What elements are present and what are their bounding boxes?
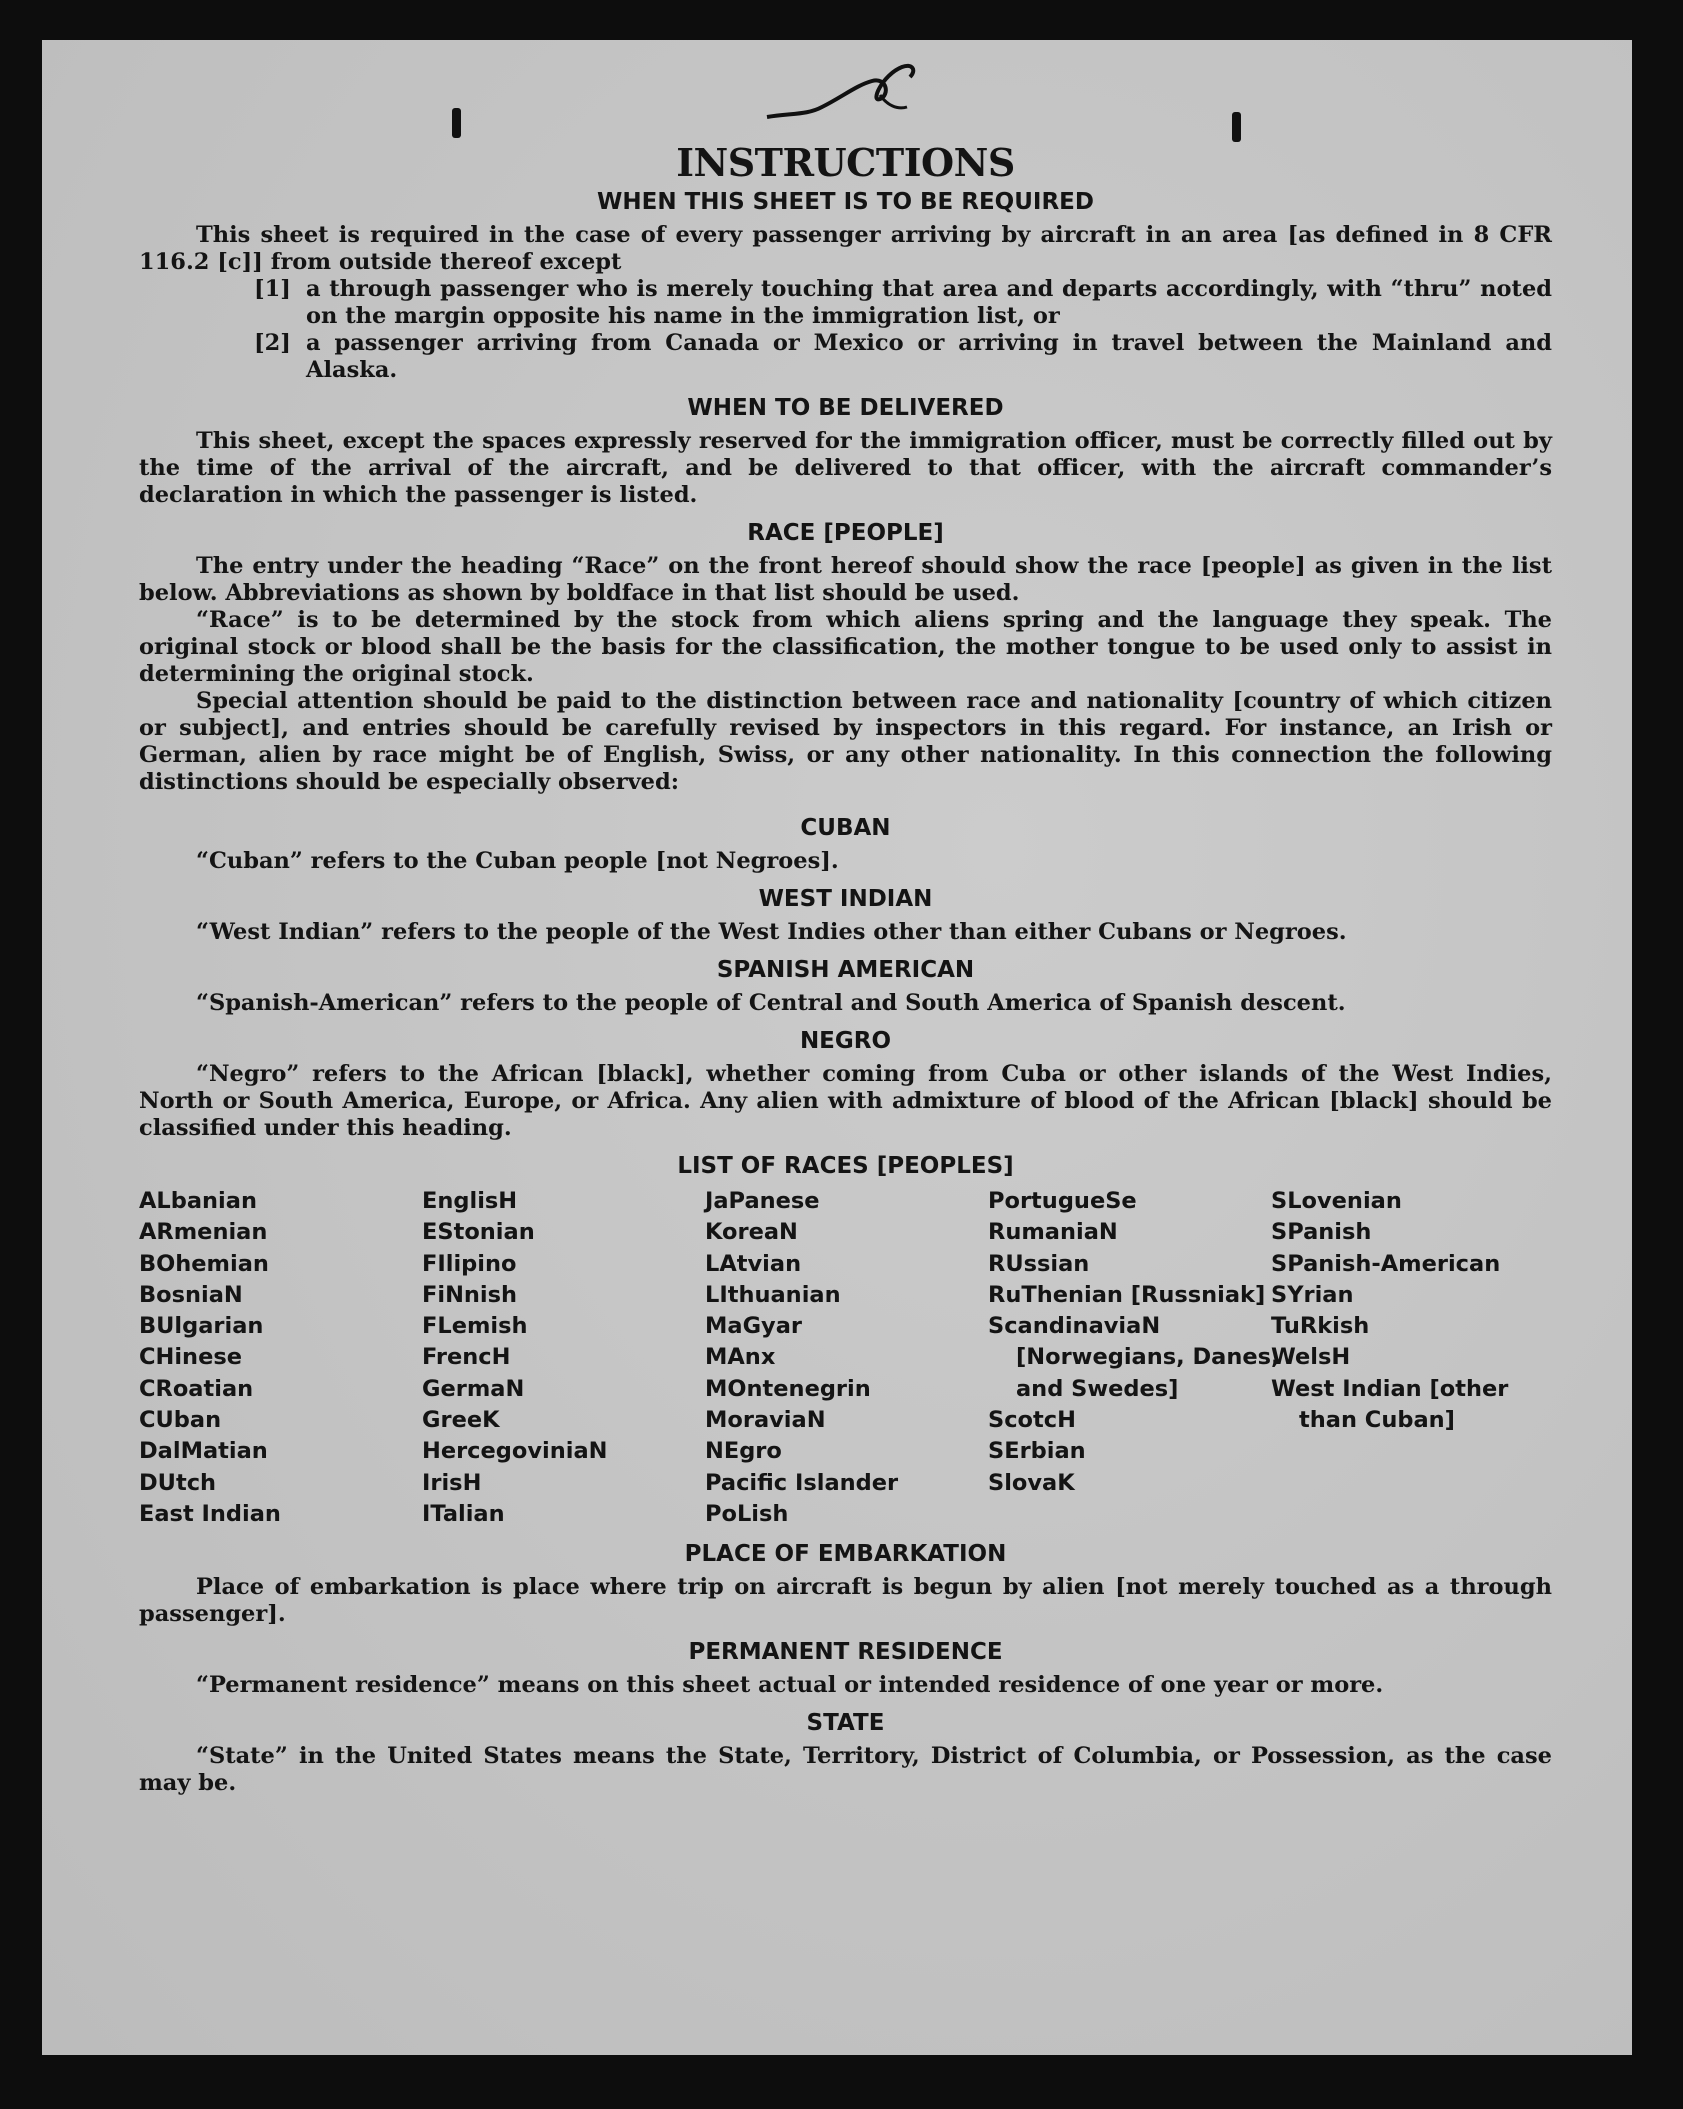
heading-when-delivered: WHEN TO BE DELIVERED [687,395,1004,421]
race-entry: CHinese [139,1344,242,1371]
race-entry: Pacific Islander [705,1469,899,1496]
race-entry: PortugueSe [988,1188,1137,1214]
races-column [1271,1186,1554,1530]
instructions-content [139,140,1552,1797]
spanish-american-text: “Spanish-American” refers to the people of Central and South America of Spanish descent. [196,990,1346,1016]
race-entry: MoraviaN [705,1407,826,1434]
required-intro: This sheet is required in the case of every passenger arriving by aircraft in an area [as defined in 8 CFR 116.2 [c]] from outside thereof except [139,222,1552,275]
races-column [705,1186,988,1530]
heading-embarkation: PLACE OF EMBARKATION [684,1541,1007,1568]
section-spanish-american [139,956,1552,1017]
exception-number: [1] [254,276,291,302]
residence-text: “Permanent residence” means on this sheet actual or intended residence of one year or more. [196,1672,1384,1699]
race-entry: DUtch [139,1469,217,1496]
punch-hole-left [452,108,461,138]
exception-text: a through passenger who is merely touching that area and departs accordingly, with “thru” noted on the margin opposite his name in the immigration list, or [306,276,1552,329]
race-entry: SYrian [1271,1281,1354,1308]
race-entry: BOhemian [139,1250,269,1277]
race-entry: FiNnish [422,1281,518,1308]
section-west-indian [139,885,1552,946]
race-entry: SErbian [988,1438,1086,1465]
embarkation-text: Place of embarkation is place where trip on aircraft is begun by alien [not merely touched as a through passenger]. [139,1574,1552,1628]
race-entry: MOntenegrin [705,1375,871,1402]
race-entry: ITalian [422,1500,505,1527]
race-entry: RuThenian [Russniak] [988,1281,1266,1308]
race-paragraph-2: “Race” is to be determined by the stock from which aliens spring and the language they speak. The original stock or blood shall be the basis for the classification, the mother tongue to be used only to assist in determining the original stock. [139,607,1552,687]
race-entry: SPanish [1271,1219,1372,1246]
race-entry: RUssian [988,1250,1090,1277]
heading-races-list: LIST OF RACES [PEOPLES] [677,1153,1014,1179]
race-entry: PoLish [705,1500,789,1527]
section-embarkation [139,1540,1552,1628]
race-entry: LAtvian [705,1250,802,1277]
race-entry: TuRkish [1271,1313,1370,1340]
section-state [139,1709,1552,1797]
race-entry: SlovaK [988,1469,1075,1496]
heading-when-required: WHEN THIS SHEET IS TO BE REQUIRED [597,189,1094,215]
cuban-text: “Cuban” refers to the Cuban people [not Negroes]. [196,848,839,874]
race-entry: MaGyar [705,1313,802,1340]
heading-cuban: CUBAN [800,815,891,841]
section-race [139,519,1552,796]
heading-spanish-american: SPANISH AMERICAN [716,957,975,983]
state-text: “State” in the United States means the State, Territory, District of Columbia, or Possession, as the case may be. [139,1743,1552,1797]
race-entry: RumaniaN [988,1219,1118,1246]
race-entry: DalMatian [139,1438,268,1465]
heading-negro: NEGRO [799,1028,892,1054]
race-entry: West Indian [other than Cuban] [1271,1375,1509,1434]
race-entry: MAnx [705,1344,776,1371]
race-entry: SLovenian [1271,1188,1402,1214]
race-entry: WelsH [1271,1344,1351,1371]
race-entry: HercegoviniaN [422,1438,608,1465]
section-races-list [139,1152,1552,1530]
race-entry: KoreaN [705,1219,798,1246]
races-table [139,1186,1552,1530]
race-paragraph-3: Special attention should be paid to the distinction between race and nationality [country of which citizen or subject], and entries should be carefully revised by inspectors in this regard. For instance, an Irish or German, alien by race might be of English, Swiss, or any other nationality. In this connection the following distinctions should be especially observed: [139,688,1552,795]
section-cuban [139,814,1552,875]
race-entry: FLemish [422,1313,528,1340]
exception-text: a passenger arriving from Canada or Mexico or arriving in travel between the Mainland and Alaska. [306,330,1552,383]
heading-west-indian: WEST INDIAN [758,886,933,912]
races-column [988,1186,1280,1530]
race-entry: BosniaN [139,1281,243,1308]
west-indian-text: “West Indian” refers to the people of the West Indies other than either Cubans or Negroes. [196,919,1347,945]
race-entry: EStonian [422,1219,535,1246]
section-when-required [139,188,1552,384]
race-entry: JaPanese [705,1188,820,1214]
punch-hole-right [1232,112,1241,142]
heading-residence: PERMANENT RESIDENCE [688,1639,1003,1666]
ink-mark [762,55,932,125]
negro-text: “Negro” refers to the African [black], whether coming from Cuba or other islands of the West Indies, North or South America, Europe, or Africa. Any alien with admixture of blood of the African [black] should be classified under this heading. [139,1061,1552,1141]
race-entry: LIthuanian [705,1281,841,1308]
race-entry: ARmenian [139,1219,268,1246]
page-title: INSTRUCTIONS [676,140,1015,185]
race-entry: ScandinaviaN [Norwegians, Danes, and Swedes] [988,1313,1280,1402]
race-entry: GermaN [422,1375,525,1402]
exception-number: [2] [254,330,291,356]
delivered-text: This sheet, except the spaces expressly reserved for the immigration officer, must be correctly filled out by the time of the arrival of the aircraft, and be delivered to that officer, with the aircraft commander’s declaration in which the passenger is listed. [139,428,1552,508]
race-entry: East Indian [139,1500,281,1527]
section-negro [139,1027,1552,1142]
exception-item [254,276,1552,330]
races-column [139,1186,422,1530]
race-entry: CRoatian [139,1375,254,1402]
exception-item [254,330,1552,384]
race-entry: GreeK [422,1407,500,1434]
races-column [422,1186,705,1530]
race-entry: EnglisH [422,1188,518,1214]
race-entry: IrisH [422,1469,482,1496]
race-entry: CUban [139,1407,222,1434]
race-entry: SPanish-American [1271,1250,1501,1277]
race-entry: BUlgarian [139,1313,264,1340]
race-paragraph-1: The entry under the heading “Race” on the front hereof should show the race [people] as given in the list below. Abbreviations as shown by boldface in that list should be used. [139,553,1552,606]
heading-race: RACE [PEOPLE] [747,520,944,546]
race-entry: FIlipino [422,1250,517,1277]
section-residence [139,1638,1552,1699]
race-entry: ScotcH [988,1407,1076,1434]
heading-state: STATE [806,1710,885,1737]
race-entry: ALbanian [139,1188,257,1214]
section-when-delivered [139,394,1552,509]
race-entry: FrencH [422,1344,511,1371]
race-entry: NEgro [705,1438,782,1465]
